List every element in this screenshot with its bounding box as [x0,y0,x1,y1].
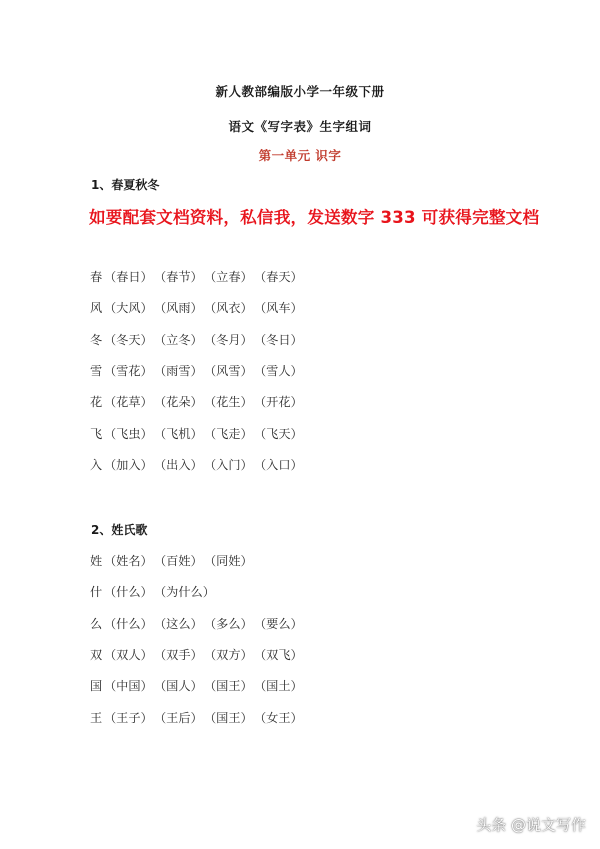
word-group: （国王） [204,710,253,725]
document-subtitle: 语文《写字表》生字组词 [228,119,372,134]
word-group: （花草） [104,395,153,410]
word-row [90,393,304,411]
word-row [90,677,304,695]
word-group: （百姓） [154,554,203,568]
word-group: （为什么） [154,585,215,600]
word-group: （加入） [104,457,153,472]
section-heading-1: 1、春夏秋冬 [91,178,160,192]
word-group: （出入） [154,457,203,472]
word-group: （王子） [104,710,153,725]
character: 国 [90,679,103,694]
word-group: （同姓） [204,554,253,568]
word-group: （女王） [254,710,303,725]
word-group: （入门） [204,457,253,472]
word-group: （多么） [204,616,253,631]
word-group: （立春） [204,270,253,284]
promo-notice: 如要配套文档资料，私信我，发送数字 333 可获得完整文档 [89,208,540,227]
word-group: （飞走） [204,426,253,441]
character: 王 [90,710,103,725]
word-group: （要么） [254,616,303,631]
word-row [90,583,215,601]
word-group: （雪人） [254,363,303,378]
word-row [90,425,304,443]
document-title: 新人教部编版小学一年级下册 [215,84,385,99]
word-group: （什么） [104,616,153,631]
word-row [90,268,304,286]
word-group: （什么） [104,585,153,600]
character: 飞 [90,426,103,441]
character: 姓 [90,554,103,568]
word-group: （春天） [254,270,303,284]
word-group: （国人） [154,679,203,694]
character: 入 [90,457,103,472]
word-group: （花生） [204,395,253,410]
character: 春 [90,270,103,284]
watermark: 头条 @说文写作 [476,816,586,834]
word-row [90,615,304,633]
word-row [90,331,304,349]
word-group: （冬天） [104,332,153,347]
word-group: （王后） [154,710,203,725]
character: 花 [90,395,103,410]
character: 冬 [90,332,103,347]
word-row [90,709,304,727]
unit-heading: 第一单元 识字 [258,148,342,163]
character: 什 [90,585,103,600]
word-group: （冬日） [254,332,303,347]
character: 么 [90,616,103,631]
word-group: （飞虫） [104,426,153,441]
word-group: （飞天） [254,426,303,441]
word-group: （春节） [154,270,203,284]
word-group: （风雨） [154,301,203,316]
word-row [90,646,304,664]
word-group: （国土） [254,679,303,694]
word-group: （风车） [254,301,303,316]
word-group: （风衣） [204,301,253,316]
word-group: （姓名） [104,554,153,568]
word-group: （中国） [104,679,153,694]
word-row [90,362,304,380]
word-group: （雨雪） [154,363,203,378]
word-group: （风雪） [204,363,253,378]
word-group: （国王） [204,679,253,694]
word-group: （这么） [154,616,203,631]
section-heading-2: 2、姓氏歌 [91,523,148,537]
character: 风 [90,301,103,316]
word-group: （入口） [254,457,303,472]
word-group: （开花） [254,395,303,410]
word-group: （春日） [104,270,153,284]
word-group: （双人） [104,647,153,662]
word-group: （立冬） [154,332,203,347]
word-row [90,456,304,474]
word-row [90,299,304,317]
word-group: （飞机） [154,426,203,441]
word-group: （双方） [204,647,253,662]
word-group: （雪花） [104,363,153,378]
word-group: （大风） [104,301,153,316]
character: 雪 [90,363,103,378]
word-group: （双飞） [254,647,303,662]
word-row [90,552,254,570]
word-group: （冬月） [204,332,253,347]
word-group: （双手） [154,647,203,662]
character: 双 [90,647,103,662]
word-group: （花朵） [154,395,203,410]
